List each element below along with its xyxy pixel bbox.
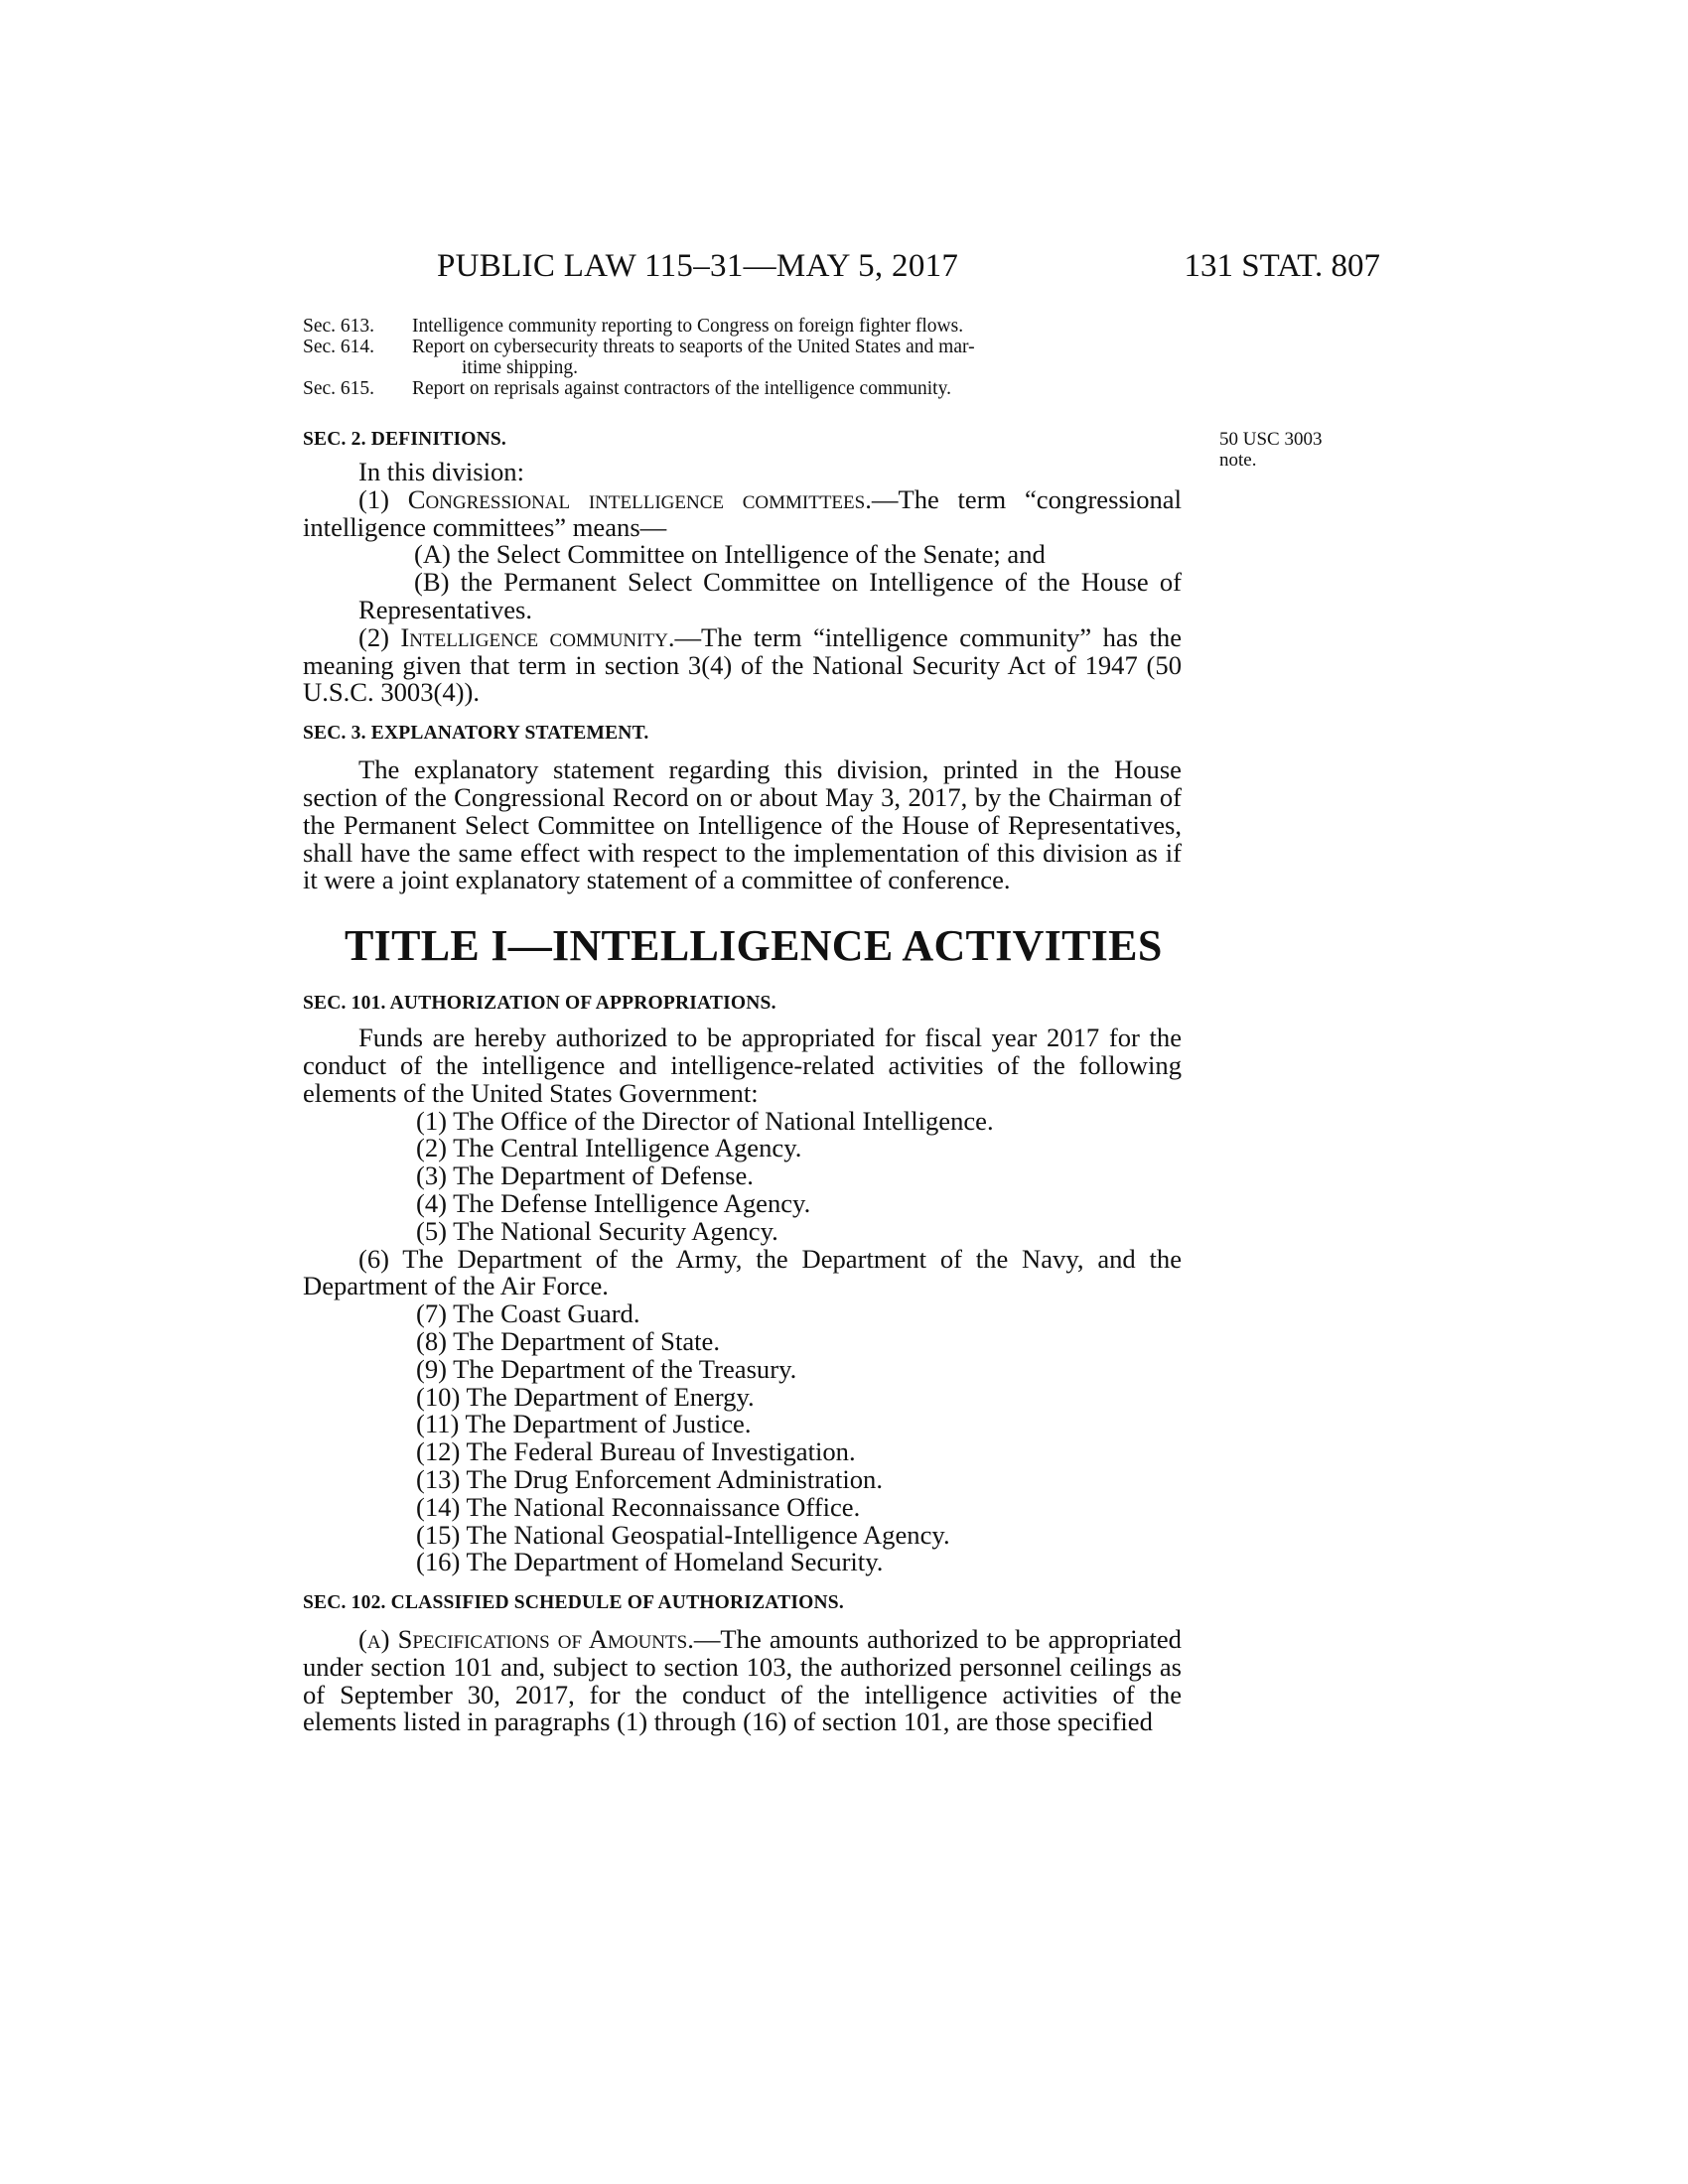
document-body <box>303 429 1182 1736</box>
list-item: (6) The Department of the Army, the Department of the Navy, and the Department of the Air Force. <box>303 1243 1182 1301</box>
list-item: (16) The Department of Homeland Security. <box>416 1547 884 1577</box>
toc-row <box>303 337 1177 357</box>
toc-number: Sec. 614. <box>303 337 375 357</box>
statute-page: 131 STAT. 807 <box>1184 248 1380 284</box>
page-header <box>437 248 1380 288</box>
definition-paragraph <box>303 621 1183 708</box>
list-item: (1) The Office of the Director of National Intelligence. <box>416 1105 994 1136</box>
toc-number: Sec. 613. <box>303 316 375 337</box>
list-item: (2) The Central Intelligence Agency. <box>416 1133 802 1163</box>
subsection-text: .—The amounts authorized to be appropriated under section 101 and, subject to section 103, the authorized personnel ceilings as of September 30, 2017, for the conduct of the intelligence activities of the elements listed in paragraphs (1) through (16) of section 101, are those specified <box>303 1624 1182 1737</box>
section-heading: SEC. 2. DEFINITIONS. <box>303 429 507 450</box>
list-item: (10) The Department of Energy. <box>416 1381 755 1412</box>
definition-paragraph <box>303 483 1182 542</box>
section-heading: SEC. 101. AUTHORIZATION OF APPROPRIATIONS. <box>303 993 776 1015</box>
list-item: (9) The Department of the Treasury. <box>416 1353 797 1384</box>
list-item: (14) The National Reconnaissance Office. <box>416 1491 861 1522</box>
list-item: (3) The Department of Defense. <box>416 1160 754 1191</box>
table-of-contents <box>303 316 1177 399</box>
toc-text: Report on cybersecurity threats to seaports of the United States and mar- <box>412 337 975 357</box>
paragraph: In this division: <box>358 457 524 486</box>
paragraph: Funds are hereby authorized to be appropriated for fiscal year 2017 for the conduct of the intelligence and intelligence-related activities of the following elements of the United States Government: <box>303 1023 1182 1108</box>
subparagraph: (A) the Select Committee on Intelligence of the Senate; and <box>414 539 1046 570</box>
defined-term: (1) Congressional intelligence committees <box>358 483 866 514</box>
list-item: (15) The National Geospatial-Intelligence Agency. <box>416 1519 950 1550</box>
paragraph <box>303 1626 1182 1736</box>
subsection-term: (a) Specifications of Amounts <box>358 1624 688 1655</box>
subparagraph: (B) the Permanent Select Committee on Intelligence of the House of Representatives. <box>358 567 1182 624</box>
list-item: (5) The National Security Agency. <box>416 1215 778 1246</box>
list-item: (7) The Coast Guard. <box>416 1298 640 1329</box>
definition-text: .—The term “congressional intelligence committees” means— <box>303 483 1182 542</box>
toc-row <box>303 316 1177 337</box>
list-item: (11) The Department of Justice. <box>416 1409 752 1439</box>
toc-number: Sec. 615. <box>303 378 375 399</box>
toc-text: Intelligence community reporting to Congress on foreign fighter flows. <box>412 316 964 337</box>
toc-text: Report on reprisals against contractors of the intelligence community. <box>412 378 951 399</box>
definition-text: .—The term “intelligence community” has the meaning given that term in section 3(4) of the National Security Act of 1947 (50 U.S.C. 3003(4)). <box>303 621 1183 708</box>
section-heading: SEC. 102. CLASSIFIED SCHEDULE OF AUTHORIZATIONS. <box>303 1592 844 1614</box>
margin-note: 50 USC 3003 note. <box>1219 429 1323 471</box>
element-list <box>303 1105 1182 1577</box>
defined-term: (2) Intelligence community <box>358 621 668 652</box>
paragraph: The explanatory statement regarding this division, printed in the House section of the Congressional Record on or about May 3, 2017, by the Chairman of the Permanent Select Committee on Intelligence of the House of Representatives, shall have the same effect with respect to the implementation of this division as if it were a joint explanatory statement of a committee of conference. <box>303 754 1182 895</box>
section-heading: SEC. 3. EXPLANATORY STATEMENT. <box>303 723 649 745</box>
toc-row <box>303 378 1177 399</box>
title-heading: TITLE I—INTELLIGENCE ACTIVITIES <box>345 921 1163 971</box>
law-title: PUBLIC LAW 115–31—MAY 5, 2017 <box>437 248 959 284</box>
list-item: (4) The Defense Intelligence Agency. <box>416 1187 811 1218</box>
list-item: (8) The Department of State. <box>416 1325 720 1356</box>
toc-continuation: itime shipping. <box>462 357 578 378</box>
list-item: (13) The Drug Enforcement Administration. <box>416 1463 883 1494</box>
list-item: (12) The Federal Bureau of Investigation. <box>416 1436 856 1467</box>
